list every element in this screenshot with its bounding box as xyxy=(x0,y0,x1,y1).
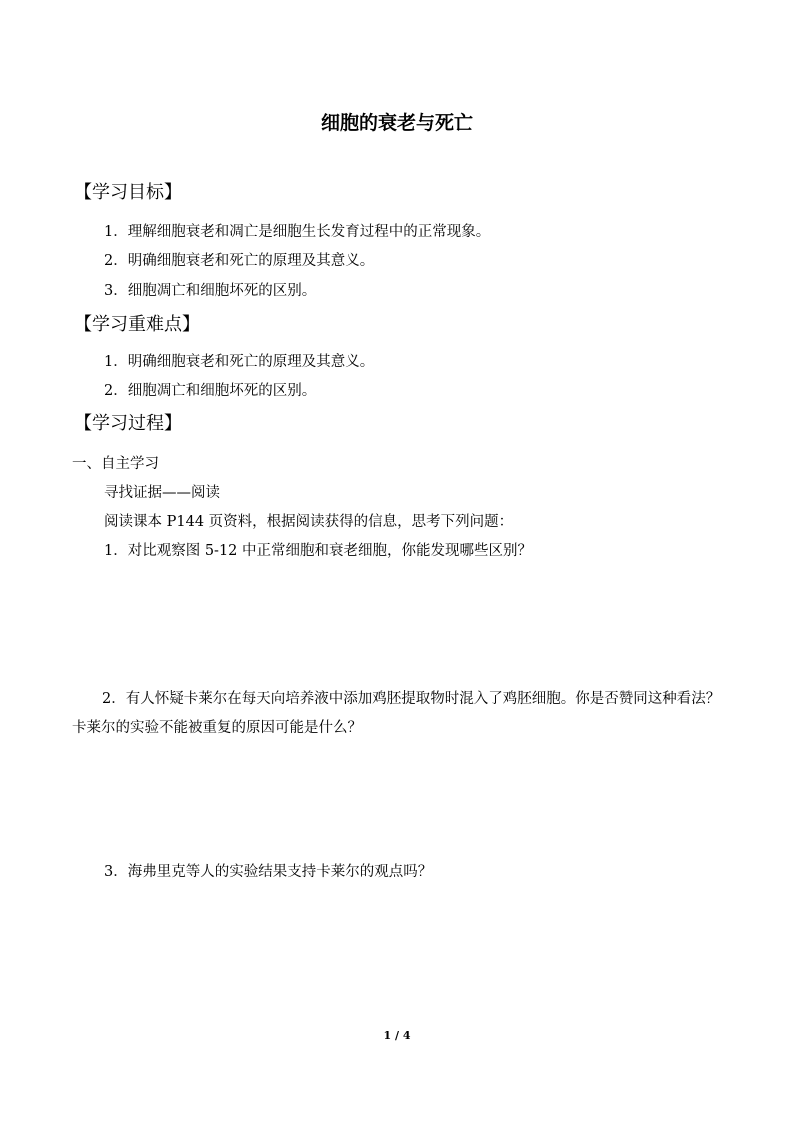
objective-item: 3．细胞凋亡和细胞坏死的区别。 xyxy=(104,283,317,299)
section-title: 一、自主学习 xyxy=(72,456,159,472)
subsection-title: 寻找证据——阅读 xyxy=(104,485,220,501)
key-point-item: 2．细胞凋亡和细胞坏死的区别。 xyxy=(104,383,317,399)
key-point-item: 1．明确细胞衰老和死亡的原理及其意义。 xyxy=(104,354,375,370)
key-points-heading: 【学习重难点】 xyxy=(74,314,200,335)
question-2: 2．有人怀疑卡莱尔在每天向培养液中添加鸡胚提取物时混入了鸡胚细胞。你是否赞同这种看法？卡莱尔的实验不能被重复的原因可能是什么？ xyxy=(72,691,721,736)
page-title: 细胞的衰老与死亡 xyxy=(320,112,473,134)
process-heading: 【学习过程】 xyxy=(74,413,182,434)
objective-item: 1．理解细胞衰老和凋亡是细胞生长发育过程中的正常现象。 xyxy=(104,224,491,240)
question-3: 3．海弗里克等人的实验结果支持卡莱尔的观点吗？ xyxy=(104,864,433,880)
reading-intro: 阅读课本 P144 页资料，根据阅读获得的信息，思考下列问题： xyxy=(104,514,514,530)
objectives-heading: 【学习目标】 xyxy=(74,182,182,203)
page-number: 1 / 4 xyxy=(383,1029,411,1042)
objective-item: 2．明确细胞衰老和死亡的原理及其意义。 xyxy=(104,253,375,269)
question-1: 1．对比观察图 5-12 中正常细胞和衰老细胞，你能发现哪些区别？ xyxy=(104,543,533,559)
